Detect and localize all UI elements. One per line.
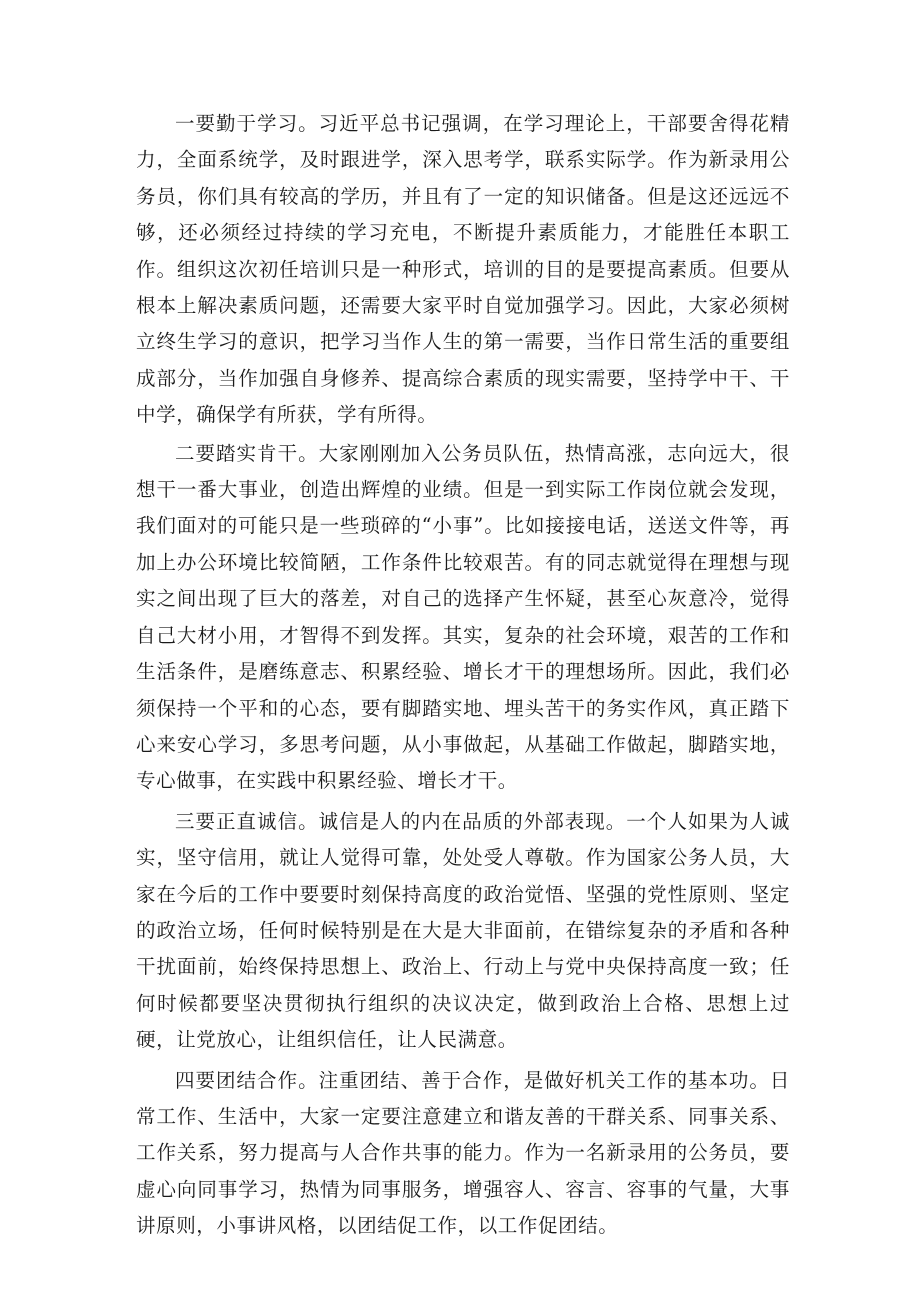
paragraph-cooperation: 四要团结合作。注重团结、善于合作，是做好机关工作的基本功。日常工作、生活中，大家一定要注意建立和谐友善的干群关系、同事关系、工作关系，努力提高与人合作共事的能力。作为一名新录用的公务员，要虚心向同事学习，热情为同事服务，增强容人、容言、容事的气量，大事讲原则，小事讲风格，以团结促工作，以工作促团结。	[136, 1068, 790, 1238]
paragraph-integrity: 三要正直诚信。诚信是人的内在品质的外部表现。一个人如果为人诚实，坚守信用，就让人觉得可靠，处处受人尊敬。作为国家公务人员，大家在今后的工作中要要时刻保持高度的政治觉悟、坚强的党性原则、坚定的政治立场，任何时候特别是在大是大非面前，在错综复杂的矛盾和各种干扰面前，始终保持思想上、政治上、行动上与党中央保持高度一致；任何时候都要坚决贯彻执行组织的决议决定，做到政治上合格、思想上过硬，让党放心，让组织信任，让人民满意。	[136, 809, 790, 1052]
paragraph-study: 一要勤于学习。习近平总书记强调，在学习理论上，干部要舍得花精力，全面系统学，及时跟进学，深入思考学，联系实际学。作为新录用公务员，你们具有较高的学历，并且有了一定的知识储备。但是这还远远不够，还必须经过持续的学习充电，不断提升素质能力，才能胜任本职工作。组织这次初任培训只是一种形式，培训的目的是要提高素质。但要从根本上解决素质问题，还需要大家平时自觉加强学习。因此，大家必须树立终生学习的意识，把学习当作人生的第一需要，当作日常生活的重要组成部分，当作加强自身修养、提高综合素质的现实需要，坚持学中干、干中学，确保学有所获，学有所得。	[136, 112, 790, 427]
paragraph-diligence: 二要踏实肯干。大家刚刚加入公务员队伍，热情高涨，志向远大，很想干一番大事业，创造出辉煌的业绩。但是一到实际工作岗位就会发现，我们面对的可能只是一些琐碎的“小事”。比如接接电话，送送文件等，再加上办公环境比较简陋，工作条件比较艰苦。有的同志就觉得在理想与现实之间出现了巨大的落差，对自己的选择产生怀疑，甚至心灰意冷，觉得自己大材小用，才智得不到发挥。其实，复杂的社会环境，艰苦的工作和生活条件，是磨练意志、积累经验、增长才干的理想场所。因此，我们必须保持一个平和的心态，要有脚踏实地、埋头苦干的务实作风，真正踏下心来安心学习，多思考问题，从小事做起，从基础工作做起，脚踏实地，专心做事，在实践中积累经验、增长才干。	[136, 441, 790, 793]
document-body	[136, 106, 790, 1249]
